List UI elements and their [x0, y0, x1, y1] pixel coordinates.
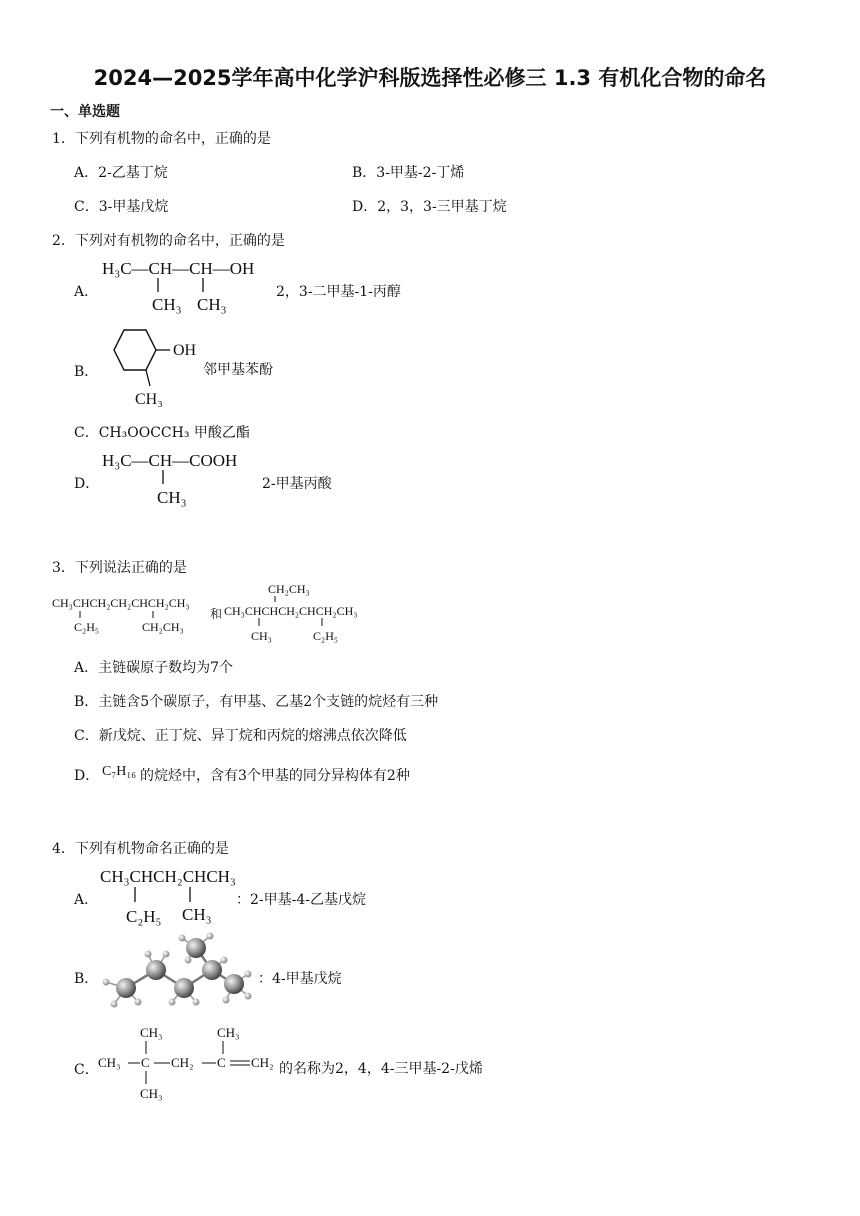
page-title: 2024—2025学年高中化学沪科版选择性必修三 1.3 有机化合物的命名	[93, 66, 767, 90]
hydrogen-atom	[245, 993, 252, 1000]
hydrogen-atom	[179, 935, 186, 942]
methyl-label: CH₃	[135, 391, 163, 408]
carbon-atom	[116, 978, 136, 998]
struct-main-chain: CH₃CHCH₂CHCH₃	[100, 867, 236, 886]
struct-main-chain: H₃C—CH—CH—OH	[102, 259, 255, 278]
molecule-2-top: CH₂CH₃	[268, 582, 310, 596]
struct-group: CH₃	[140, 1086, 163, 1101]
molecule-2-substituent: CH₃	[251, 629, 272, 643]
cyclohexane-ring	[114, 330, 156, 370]
struct-group: CH₃	[217, 1025, 240, 1040]
struct-group: CH₂	[251, 1055, 274, 1070]
question-2-stem: 2．下列对有机物的命名中，正确的是	[52, 233, 285, 249]
struct-group: C	[141, 1055, 150, 1070]
molecule-1-substituent: CH₂CH₃	[142, 620, 184, 634]
carbon-atom	[146, 960, 166, 980]
molecule-2-substituent: C₂H₅	[313, 629, 339, 643]
q4-option-a-structure	[98, 862, 248, 930]
bond-line	[146, 370, 150, 386]
hydrogen-atom	[193, 999, 200, 1006]
molecule-1-substituent: C₂H₅	[74, 620, 100, 634]
q1-option-d: D．2，3，3-三甲基丁烷	[352, 199, 507, 215]
q2-option-b-letter: B．	[74, 364, 99, 380]
struct-group: C	[217, 1055, 226, 1070]
q3-option-d-formula: C₇H₁₆	[102, 764, 137, 779]
struct-group: CH₂	[171, 1055, 194, 1070]
struct-substituent: CH₃	[157, 488, 187, 507]
hydrogen-atom	[145, 951, 152, 958]
question-4-stem: 4．下列有机物命名正确的是	[52, 841, 229, 857]
hydrogen-atom	[221, 957, 228, 964]
ball-and-stick-model	[98, 930, 258, 1010]
q4-option-c-structure	[96, 1020, 286, 1110]
q4-option-a-name: ：2-甲基-4-乙基戊烷	[236, 892, 367, 908]
hydrogen-atom	[103, 979, 110, 986]
hydrogen-atom	[223, 997, 230, 1004]
struct-substituent: CH₃	[182, 905, 212, 924]
struct-substituent: CH₃	[197, 295, 227, 314]
q3-option-c: C．新戊烷、正丁烷、异丁烷和丙烷的熔沸点依次降低	[74, 728, 407, 744]
q2-option-b-name: 邻甲基苯酚	[203, 362, 273, 378]
q4-option-b-name: ：4-甲基戊烷	[258, 971, 342, 987]
question-3-stem: 3．下列说法正确的是	[52, 560, 187, 576]
struct-substituent: C₂H₅	[126, 907, 162, 926]
q1-option-b: B．3-甲基-2-丁烯	[352, 165, 465, 181]
q3-option-a: A．主链碳原子数均为7个	[74, 660, 234, 676]
q3-option-d-letter: D．	[74, 768, 100, 784]
q2-option-d-letter: D．	[74, 476, 100, 492]
struct-group: CH₃	[98, 1055, 121, 1070]
molecule-1-main: CH₃CHCH₂CH₂CHCH₂CH₃	[52, 596, 190, 610]
carbon-atom	[224, 974, 244, 994]
hydrogen-atom	[185, 957, 192, 964]
hydrogen-atom	[111, 1001, 118, 1008]
hydrogen-atom	[245, 971, 252, 978]
q1-option-a: A．2-乙基丁烷	[74, 165, 168, 181]
q4-option-a-letter: A．	[74, 892, 99, 908]
struct-substituent: CH₃	[152, 295, 182, 314]
hydroxyl-label: OH	[173, 342, 197, 359]
hydrogen-atom	[169, 999, 176, 1006]
q2-option-a-letter: A．	[74, 284, 99, 300]
question-1-stem: 1．下列有机物的命名中，正确的是	[52, 131, 271, 147]
q2-option-a-name: 2，3-二甲基-1-丙醇	[276, 284, 401, 300]
q4-option-b-letter: B．	[74, 971, 99, 987]
q2-option-b-structure	[98, 322, 208, 412]
hydrogen-atom	[163, 951, 170, 958]
q2-option-c: C．CH₃OOCCH₃ 甲酸乙酯	[74, 425, 250, 441]
q3-structures	[50, 580, 390, 646]
q4-option-c-name: 的名称为2，4，4-三甲基-2-戊烯	[279, 1061, 483, 1077]
q2-option-a-structure	[100, 256, 275, 316]
q1-option-c: C．3-甲基戊烷	[74, 199, 169, 215]
hydrogen-atom	[207, 933, 214, 940]
q4-option-c-letter: C．	[74, 1062, 99, 1078]
q3-option-b: B．主链含5个碳原子，有甲基、乙基2个支链的烷烃有三种	[74, 694, 439, 710]
conjunction-and: 和	[210, 607, 223, 621]
q2-option-d-structure	[100, 448, 265, 510]
carbon-atom	[174, 978, 194, 998]
molecule-2-main: CH₃CHCHCH₂CHCH₂CH₃	[224, 604, 358, 618]
struct-main-chain: H₃C—CH—COOH	[102, 451, 238, 470]
section-heading: 一、单选题	[50, 104, 120, 120]
carbon-atom	[202, 960, 222, 980]
hydrogen-atom	[135, 999, 142, 1006]
carbon-atom	[186, 938, 206, 958]
q3-option-d-text: 的烷烃中，含有3个甲基的同分异构体有2种	[140, 768, 410, 784]
q2-option-d-name: 2-甲基丙酸	[262, 476, 332, 492]
struct-group: CH₃	[140, 1025, 163, 1040]
